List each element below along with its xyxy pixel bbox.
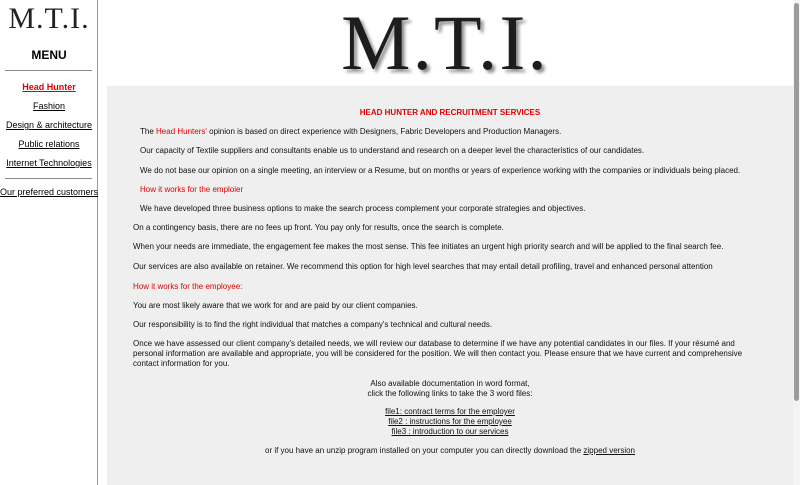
scrollbar-thumb[interactable] [794,3,799,401]
unzip-text: or if you have an unzip program installed on your computer you can directly download the [265,446,584,455]
opinion-paragraph: We do not base our opinion on a single meeting, an interview or a Resume, but on months or years of experience working with the companies or individuals being placed. [140,166,741,175]
employee-heading: How it works for the employee: [133,282,243,291]
intro-text: opinion is based on direct experience with Designers, Fabric Developers and Production Managers. [206,127,562,136]
intro-paragraph [140,127,561,137]
file2-link[interactable]: file2 : instructions for the employee [388,417,512,426]
assessed-paragraph-line: contact information for you. [133,359,230,368]
retainer-paragraph: Our services are also available on retainer. We recommend this option for high level searches that may entail detail profiling, travel and enhanced personal attention [133,262,713,271]
sidebar-divider [5,70,92,71]
page-heading: HEAD HUNTER AND RECRUITMENT SERVICES [359,108,541,117]
file1-link[interactable]: file1: contract terms for the employer [385,407,515,416]
sidebar-logo: M.T.I. [8,2,90,35]
sidebar-item-head-hunter[interactable]: Head Hunter [22,82,76,92]
menu-title: MENU [31,48,67,62]
unzip-paragraph [107,446,793,456]
assessed-paragraph-line: Once we have assessed our client company's detailed needs, we will review our database to determine if we have any potential candidates in our files. If your résumé and [133,339,735,348]
zipped-version-link[interactable]: zipped version [583,446,635,455]
documentation-note: Also available documentation in word format, [370,379,530,388]
aware-paragraph: You are most likely aware that we work for and are paid by our client companies. [133,301,418,310]
sidebar-divider [5,178,92,179]
intro-text: The [140,127,157,136]
employer-heading: How it works for the emploier [140,185,244,194]
main-content [107,86,793,485]
documentation-instructions: click the following links to take the 3 word files: [367,389,533,398]
sidebar [0,0,98,485]
sidebar-item-internet-technologies[interactable]: Internet Technologies [6,158,92,168]
responsibility-paragraph: Our responsibility is to find the right individual that matches a company's technical and cultural needs. [133,320,493,329]
capacity-paragraph: Our capacity of Textile suppliers and consultants enable us to understand and research on a deeper level the characteristics of our candidates. [140,146,645,155]
header-logo: M.T.I. [341,0,549,86]
engagement-paragraph: When your needs are immediate, the engagement fee makes the most sense. This fee initiates an urgent high priority search and will be applied to the final search fee. [133,242,724,251]
head-hunters-highlight: Head Hunters' [156,127,207,136]
sidebar-item-fashion[interactable]: Fashion [32,101,66,111]
contingency-paragraph: On a contingency basis, there are no fees up front. You pay only for results, once the search is complete. [133,223,504,232]
sidebar-item-preferred-customers[interactable]: Our preferred customers [0,187,99,197]
options-paragraph: We have developed three business options to make the search process complement your corporate strategies and objectives. [140,204,586,213]
sidebar-item-public-relations[interactable]: Public relations [18,139,80,149]
sidebar-item-design-architecture[interactable]: Design & architecture [5,120,93,130]
file3-link[interactable]: file3 : introduction to our services [391,427,509,436]
assessed-paragraph-line: personal information are available and appropriate, you will be considered for the position. We will then contact you. Please ensure that we have current and comprehensive [133,349,743,358]
